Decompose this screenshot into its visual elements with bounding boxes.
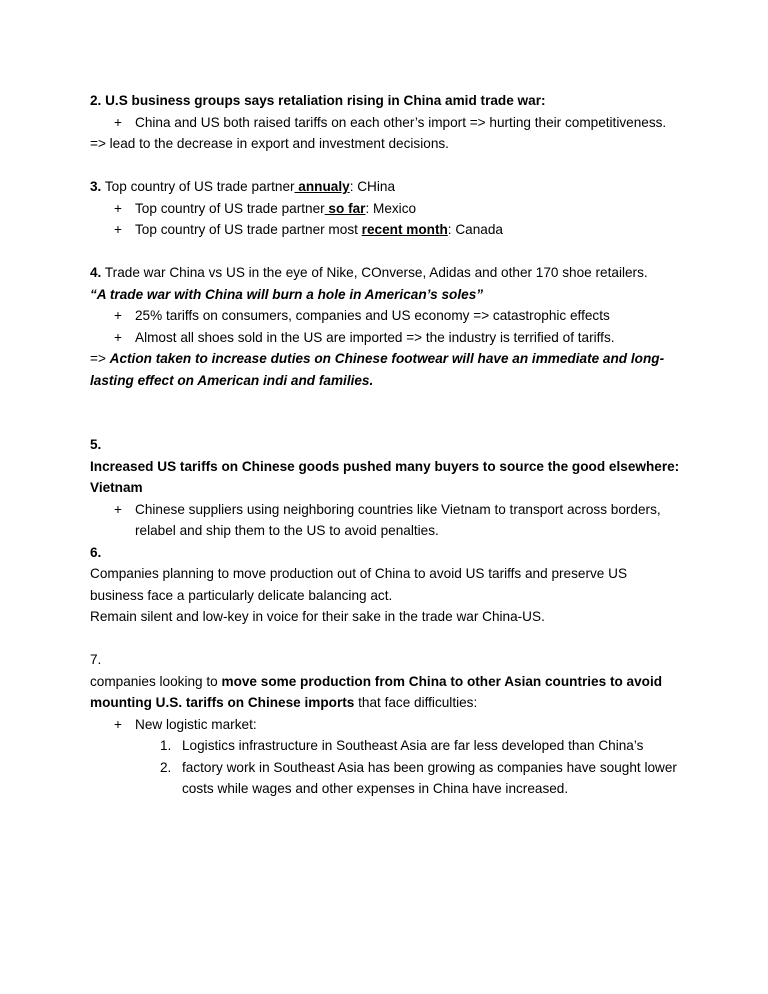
section-4-line — [90, 262, 680, 284]
item-text: Logistics infrastructure in Southeast Asia are far less developed than China’s — [182, 738, 644, 753]
bullet-mark: + — [114, 716, 122, 732]
emphasis-annualy: annualy — [294, 179, 350, 194]
text-span: : Mexico — [365, 200, 417, 216]
section-number: 3. — [90, 179, 102, 194]
bullet-mark: + — [114, 501, 122, 517]
text-span: : CHina — [349, 179, 396, 194]
bullet-mark: + — [114, 329, 122, 345]
bullet-text: 25% tariffs on consumers, companies and US economy => catastrophic effects — [135, 308, 610, 323]
bullet-item — [90, 198, 680, 220]
numbered-item — [90, 735, 680, 757]
text-span: Top country of US trade partner — [135, 200, 325, 216]
emphasis-so-far: so far — [324, 200, 366, 216]
item-number: 2. — [160, 759, 172, 775]
bullet-mark: + — [114, 222, 122, 237]
bullet-text: New logistic market: — [135, 716, 257, 732]
bullet-mark: + — [114, 114, 122, 130]
text-span: Trade war China vs US in the eye of Nike, COnverse, Adidas and other 170 shoe retailers. — [101, 265, 648, 280]
text-span: => — [90, 351, 110, 366]
bullet-item — [90, 112, 680, 134]
section-2-conclusion: => lead to the decrease in export and investment decisions. — [90, 136, 449, 151]
bullet-item — [90, 499, 680, 542]
bullet-mark: + — [114, 200, 122, 216]
text-span: companies looking to — [90, 673, 222, 689]
section-4-quote: “A trade war with China will burn a hole in American’s soles” — [90, 286, 484, 302]
bullet-mark: + — [114, 308, 122, 323]
section-3-line — [90, 176, 680, 198]
conclusion-emphasis: Action taken to increase duties on Chinese footwear will have an immediate and long-lasting effect on American indi and families. — [90, 351, 665, 388]
section-6-paragraph: Remain silent and low-key in voice for their sake in the trade war China-US. — [90, 609, 545, 624]
bullet-text: Chinese suppliers using neighboring countries like Vietnam to transport across borders, relabel and ship them to the US to avoid penalties. — [135, 501, 661, 538]
text-span: that face difficulties: — [354, 695, 478, 710]
section-number: 7. — [90, 652, 102, 667]
section-7-intro — [90, 671, 680, 714]
section-number: 4. — [90, 265, 102, 280]
item-text: factory work in Southeast Asia has been growing as companies have sought lower costs while wages and other expenses in China have increased. — [182, 759, 677, 796]
document-body — [90, 90, 680, 800]
section-5-heading: Increased US tariffs on Chinese goods pushed many buyers to source the good elsewhere: Vietnam — [90, 458, 680, 495]
bullet-item — [90, 714, 680, 736]
emphasis-recent-month: recent month — [361, 222, 448, 237]
text-span: Top country of US trade partner most — [135, 222, 362, 237]
section-number: 5. — [90, 437, 102, 452]
text-span: Top country of US trade partner — [101, 179, 295, 194]
bullet-text: Almost all shoes sold in the US are imported => the industry is terrified of tariffs. — [135, 329, 615, 345]
intro-emphasis: move some production from China to other Asian countries to avoid mounting U.S. tariffs on Chinese imports — [90, 673, 663, 710]
numbered-item — [90, 757, 680, 800]
bullet-item — [90, 219, 680, 241]
bullet-text: China and US both raised tariffs on each other’s import => hurting their competitiveness. — [135, 114, 667, 130]
bullet-item — [90, 327, 680, 349]
section-2-heading: 2. U.S business groups says retaliation rising in China amid trade war: — [90, 93, 546, 108]
section-4-conclusion — [90, 348, 680, 391]
section-6-paragraph: Companies planning to move production out of China to avoid US tariffs and preserve US business face a particularly delicate balancing act. — [90, 566, 628, 603]
text-span: : Canada — [447, 222, 503, 237]
section-number: 6. — [90, 544, 102, 560]
bullet-item — [90, 305, 680, 327]
item-number: 1. — [160, 738, 172, 753]
